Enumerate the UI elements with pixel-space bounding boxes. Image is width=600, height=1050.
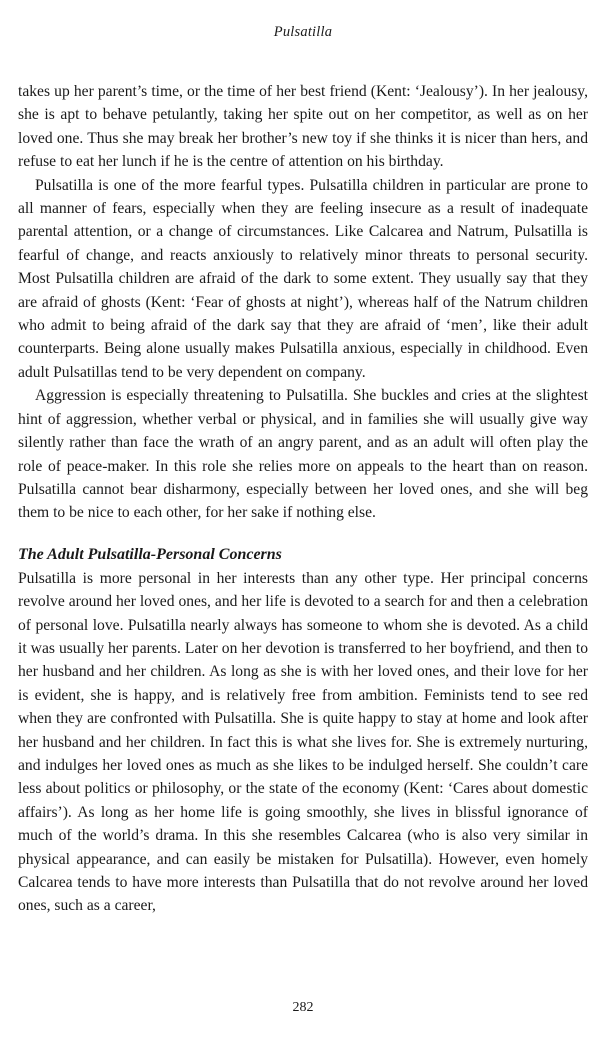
page-number: 282 <box>292 1000 314 1015</box>
section-heading: The Adult Pulsatilla-Personal Concerns <box>18 545 282 563</box>
paragraph-aggression: Aggression is especially threatening to Pulsatilla. She buckles and cries at the slightest hint of aggression, whether verbal or physical, and in families she will usually give way silently rather than face the wrath of an angry parent, and as an adult will often play the role of peace-maker. In this role she relies more on appeals to the heart than on reason. Pulsatilla cannot bear disharmony, especially between her loved ones, and she will beg them to be nice to each other, for her sake if nothing else. <box>18 387 588 522</box>
paragraph-fearful-types: Pulsatilla is one of the more fearful types. Pulsatilla children in particular are prone to all manner of fears, especially when they are feeling insecure as a result of inadequate parental attention, or a change of circumstances. Like Calcarea and Natrum, Pulsatilla is fearful of change, and reacts anxiously to relatively minor threats to personal security. Most Pulsatilla children are afraid of the dark to some extent. They usually say that they are afraid of ghosts (Kent: ‘Fear of ghosts at night’), whereas half of the Natrum children who admit to being afraid of the dark say that they are afraid of ‘men’, like their adult counterparts. Being alone usually makes Pulsatilla anxious, especially in childhood. Even adult Pulsatillas tend to be very dependent on company. <box>18 176 588 381</box>
book-page <box>18 0 588 1050</box>
paragraph-continued: takes up her parent’s time, or the time of her best friend (Kent: ‘Jealousy’). In her jealousy, she is apt to behave petulantly, taking her spite out on her competitor, as well as on her loved one. Thus she may break her brother’s new toy if she thinks it is nicer than hers, and refuse to eat her lunch if he is the centre of attention on his birthday. <box>18 83 588 171</box>
body-text <box>18 80 588 918</box>
paragraph-personal-concerns: Pulsatilla is more personal in her interests than any other type. Her principal concerns revolve around her loved ones, and her life is devoted to a search for and then a celebration of personal love. Pulsatilla nearly always has someone to whom she is devoted. As a child it was usually her parents. Later on her devotion is transferred to her boyfriend, and then to her husband and her children. As long as she is with her loved ones, and their love for her is evident, she is happy, and is relatively free from ambition. Feminists tend to see red when they are confronted with Pulsatilla. She is quite happy to stay at home and look after her husband and her children. In fact this is what she lives for. She is extremely nurturing, and indulges her loved ones as much as she likes to be indulged herself. She couldn’t care less about politics or philosophy, or the state of the economy (Kent: ‘Cares about domestic affairs’). As long as her home life is going smoothly, she lives in blissful ignorance of much of the world’s drama. In this she resembles Calcarea (who is also very similar in physical appearance, and can easily be mistaken for Pulsatilla). However, even homely Calcarea tends to have more interests than Pulsatilla that do not revolve around her loved ones, such as a career, <box>18 569 588 915</box>
running-head: Pulsatilla <box>273 24 333 40</box>
